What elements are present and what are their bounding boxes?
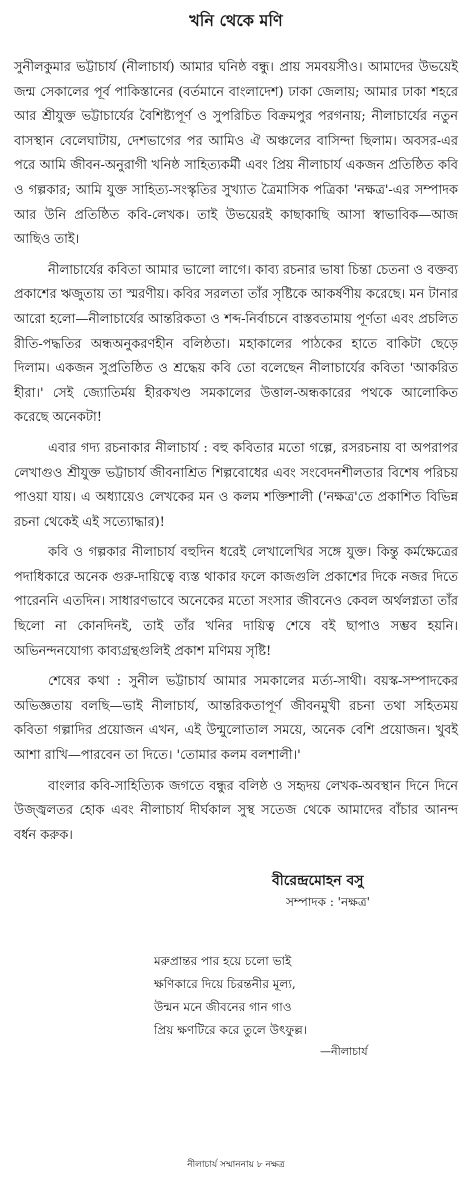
paragraph-career: কবি ও গল্পকার নীলাচার্য বহুদিন ধরেই লেখালেখির সঙ্গে যুক্ত। কিন্তু কর্মক্ষেত্রের পদাধিকারে অনেক গুরু-দায়িত্বে ব্যস্ত থাকার ফলে কাজগুলি প্রকাশের দিকে নজর দিতে পারেননি এতদিন। সাধারণভাবে অনেকের মতো সংসার জীবনেও কেবল অর্থলগ্নতা তাঁর ছিলো না কোনদিনই, তাই তাঁর খনির দায়িত্ব শেষে বই ছাপাও সম্ভব হয়নি। অভিনন্দনযোগ্য কাব্যগ্রন্থগুলিই প্রকাশ মণিময় সৃষ্টি! bbox=[14, 545, 458, 659]
paragraph-intro: সুনীলকুমার ভট্টাচার্য (নীলাচার্য) আমার ঘনিষ্ঠ বন্ধু। প্রায় সমবয়সীও। আমাদের উভয়েই জন্ম সেকালের পূর্ব পাকিস্তানের (বর্তমানে বাংলাদেশ) ঢাকা জেলায়; আমার ঢাকা শহরে আর শ্রীযুক্ত ভট্টাচার্যের বৈশিষ্ট্যপূর্ণ ও সুপরিচিত বিক্রমপুর পরগনায়; নীলাচার্যের নতুন বাসস্থান বেলেঘাটায়, দেশভাগের পর আমিও ঐ অঞ্চলের বাসিন্দা ছিলাম। অবসর-এর পরে আমি জীবন-অনুরাগী খনিষ্ঠ সাহিত্যকর্মী এবং প্রিয় নীলাচার্য একজন প্রতিষ্ঠিত কবি ও গল্পকার; আমি যুক্ত সাহিত্য-সংস্কৃতির সুখ্যাত ত্রৈমাসিক পত্রিকা 'নক্ষত্র'-এর সম্পাদক আর উনি প্রতিষ্ঠিত কবি-লেখক। তাই উভয়েরই কাছাকাছি আসা স্বাভাবিক—আজ আছিও তাই। bbox=[14, 60, 458, 248]
paragraph-prose: এবার গদ্য রচনাকার নীলাচার্য : বহু কবিতার মতো গল্পে, রসরচনায় বা অপরাপর লেখাগুও শ্রীযুক্ত ভট্টাচার্য জীবনাশ্রিত শিল্পবোধের এবং সংবেদনশীলতার বিশেষ পরিচয় পাওয়া যায়। এ অধ্যায়েও লেখকের মন ও কলম শক্তিশালী ('নক্ষত্র'তে প্রকাশিত বিভিন্ন রচনা থেকেই এই সত্যোদ্ধার)! bbox=[14, 440, 458, 530]
paragraph-closing-words: শেষের কথা : সুনীল ভট্টাচার্য আমার সমকালের মর্ত্য-সাথী। বয়স্ক-সম্পাদকের অভিজ্ঞতায় বলছি—ভাই নীলাচার্য, আন্তরিকতাপূর্ণ জীবনমুখী রচনা তথা সহিতময় কবিতা গল্পাদির প্রয়োজন এখন, এই উন্মুলোতাল সময়ে, অনেক বেশি প্রয়োজন। খুবই আশা রাখি—পারবেন তা দিতে। 'তোমার কলম বলশালী।' bbox=[14, 674, 458, 764]
poem-line: উন্মন মনে জীবনের গান গাও bbox=[154, 1000, 292, 1015]
poem-quote bbox=[14, 950, 458, 1062]
paragraph-poetry: নীলাচার্যের কবিতা আমার ভালো লাগে। কাব্য রচনার ভাষা চিন্তা চেতনা ও বক্তব্য প্রকাশের ঋজুতায় তা স্মরণীয়। কবির সরলতা তাঁর সৃষ্টিকে আকর্ষণীয় করেছে। মন টানার আরো হলো—নীলাচার্যের আন্তরিকতা ও শব্দ-নির্বাচনে বাস্তবতামায় পূর্ণতা এবং প্রচলিত রীতি-পদ্ধতির অন্ধঅনুকরণহীন বলিষ্ঠতা। মহাকালের পাঠকের হাতে বাকিটা ছেড়ে দিলাম। একজন সুপ্রতিষ্ঠিত ও শ্রদ্ধেয় কবি তো বলেছেন নীলাচার্যের কবিতা 'আকরিত হীরা।' সেই জ্যোতির্ময় হীরকখণ্ড সমকালের উত্তাল-অন্ধকারের পথকে আলোকিত করেছে অনেকটা! bbox=[14, 262, 458, 426]
poem-line: মরুপ্রান্তর পার হয়ে চলো ভাই bbox=[154, 954, 292, 969]
signature-name: বীরেন্দ্রমোহন বসু bbox=[272, 873, 364, 890]
poem-line: প্রিয় ক্ষণটিরে করে তুলে উৎফুল্ল। bbox=[154, 1023, 308, 1038]
poem-author: —নীলাচার্য bbox=[320, 1045, 368, 1059]
poem-line: ক্ষণিকারে দিয়ে চিরন্তনীর মূল্য, bbox=[154, 977, 296, 992]
signature-role: সম্পাদক : 'নক্ষত্র' bbox=[286, 895, 370, 910]
signature-block bbox=[14, 870, 458, 912]
page-footer: নীলাচার্য সম্মাননায় ৮ নক্ষত্র bbox=[187, 1160, 285, 1170]
paragraph-wishes: বাংলার কবি-সাহিত্যিক জগতে বন্ধুর বলিষ্ঠ ও সহৃদয় লেখক-অবস্থান দিনে দিনে উজ্জ্বলতর হোক এবং নীলাচার্য দীর্ঘকাল সুস্থ সতেজ থেকে আমাদের বাঁচার আনন্দ বর্ধন করুক। bbox=[14, 778, 458, 843]
page-title: খনি থেকে মণি bbox=[189, 11, 283, 30]
